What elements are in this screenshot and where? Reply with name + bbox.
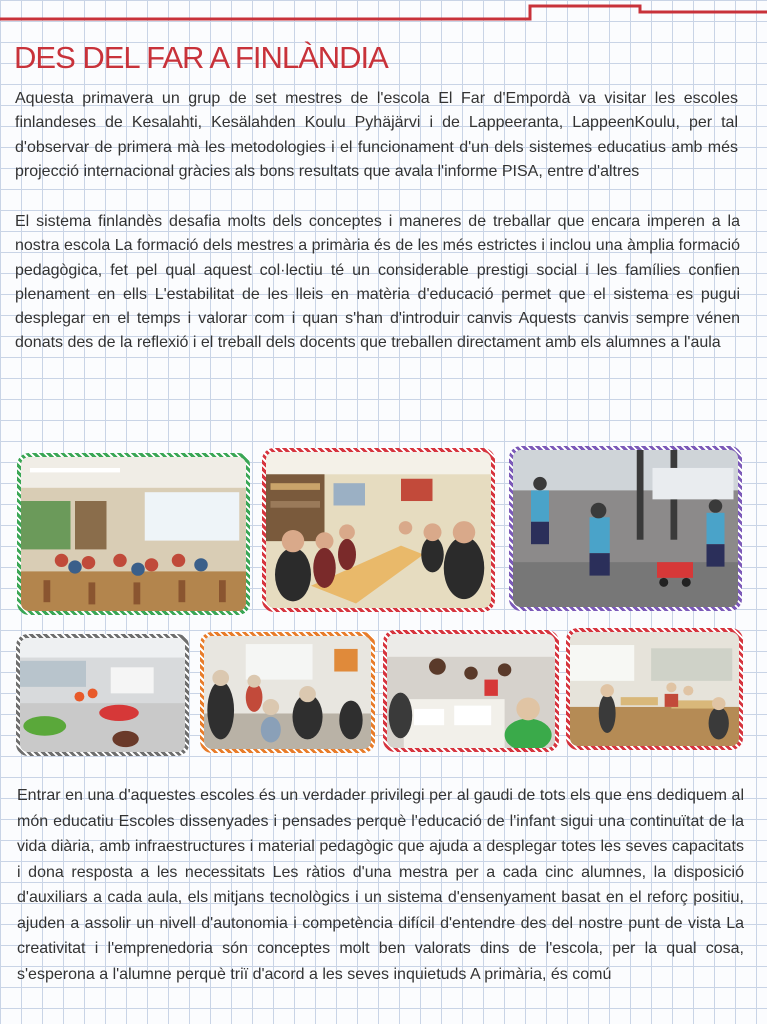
article-title: DES DEL FAR A FINLÀNDIA <box>14 40 388 75</box>
photo-teachers-classroom <box>200 632 375 753</box>
photo-teachers-meeting <box>262 448 495 612</box>
photo-library-area <box>16 634 189 756</box>
photo-pupils-desks <box>383 630 559 752</box>
photo-children-outdoors <box>509 446 742 611</box>
intro-paragraph: Aquesta primavera un grup de set mestres de l'escola El Far d'Empordà va visitar les escoles finlandeses de Kesalahti, Kesälahden Koulu Pyhäjärvi i de Lappeeranta, LappeenKoulu, per tal d'observar de primera mà les metodologies i el funcionament d'un dels sistemes educatius amb més projecció internacional gràcies als bons resultats que avala l'informe PISA, entre d'altres <box>15 90 738 180</box>
body-paragraph-continued: Entrar en una d'aquestes escoles és un verdader privilegi per al gaudi de tots els que ens dediquem al món educatiu Escoles dissenyades i pensades perquè l'educació de l'infant sigui una continuïtat de la vida diària, amb infraestructures i material pedagògic que ajuda a desplegar totes les seves capacitats i dona resposta a les necessitats Les ràtios d'una mestra per a cada cinc alumnes, la disposició d'auxiliars a cada aula, els mitjans tecnològics i un sistema d'ensenyament basat en el reforç positiu, ajuden a assolir un nivell d'autonomia i competència difícil d'entendre des del nostre punt de vista La creativitat i l'emprenedoria són conceptes molt ben valorats dins de l'escola, per la qual cosa, s'esperona a l'alumne perquè triï d'acord a les seves inquietuds A primària, és comú <box>17 787 744 983</box>
body-paragraph: El sistema finlandès desafia molts dels conceptes i maneres de treballar que encara imperen a la nostra escola La formació dels mestres a primària és de les més estrictes i inclou una àmplia formació pedagògica, fet pel qual aquest col·lectiu té un considerable prestigi social i les famílies confien plenament en ells L'estabilitat de les lleis en matèria d'educació permet que el sistema es pugui desplegar en el temps i valorar com i quan s'han d'introduir canvis Aquests canvis sempre vénen donats des de la reflexió i el treball dels docents que treballen directament amb els alumnes a l'aula <box>15 213 740 352</box>
photo-bright-classroom <box>566 628 743 750</box>
photo-classroom-library <box>17 453 250 615</box>
header-rule <box>0 0 767 24</box>
